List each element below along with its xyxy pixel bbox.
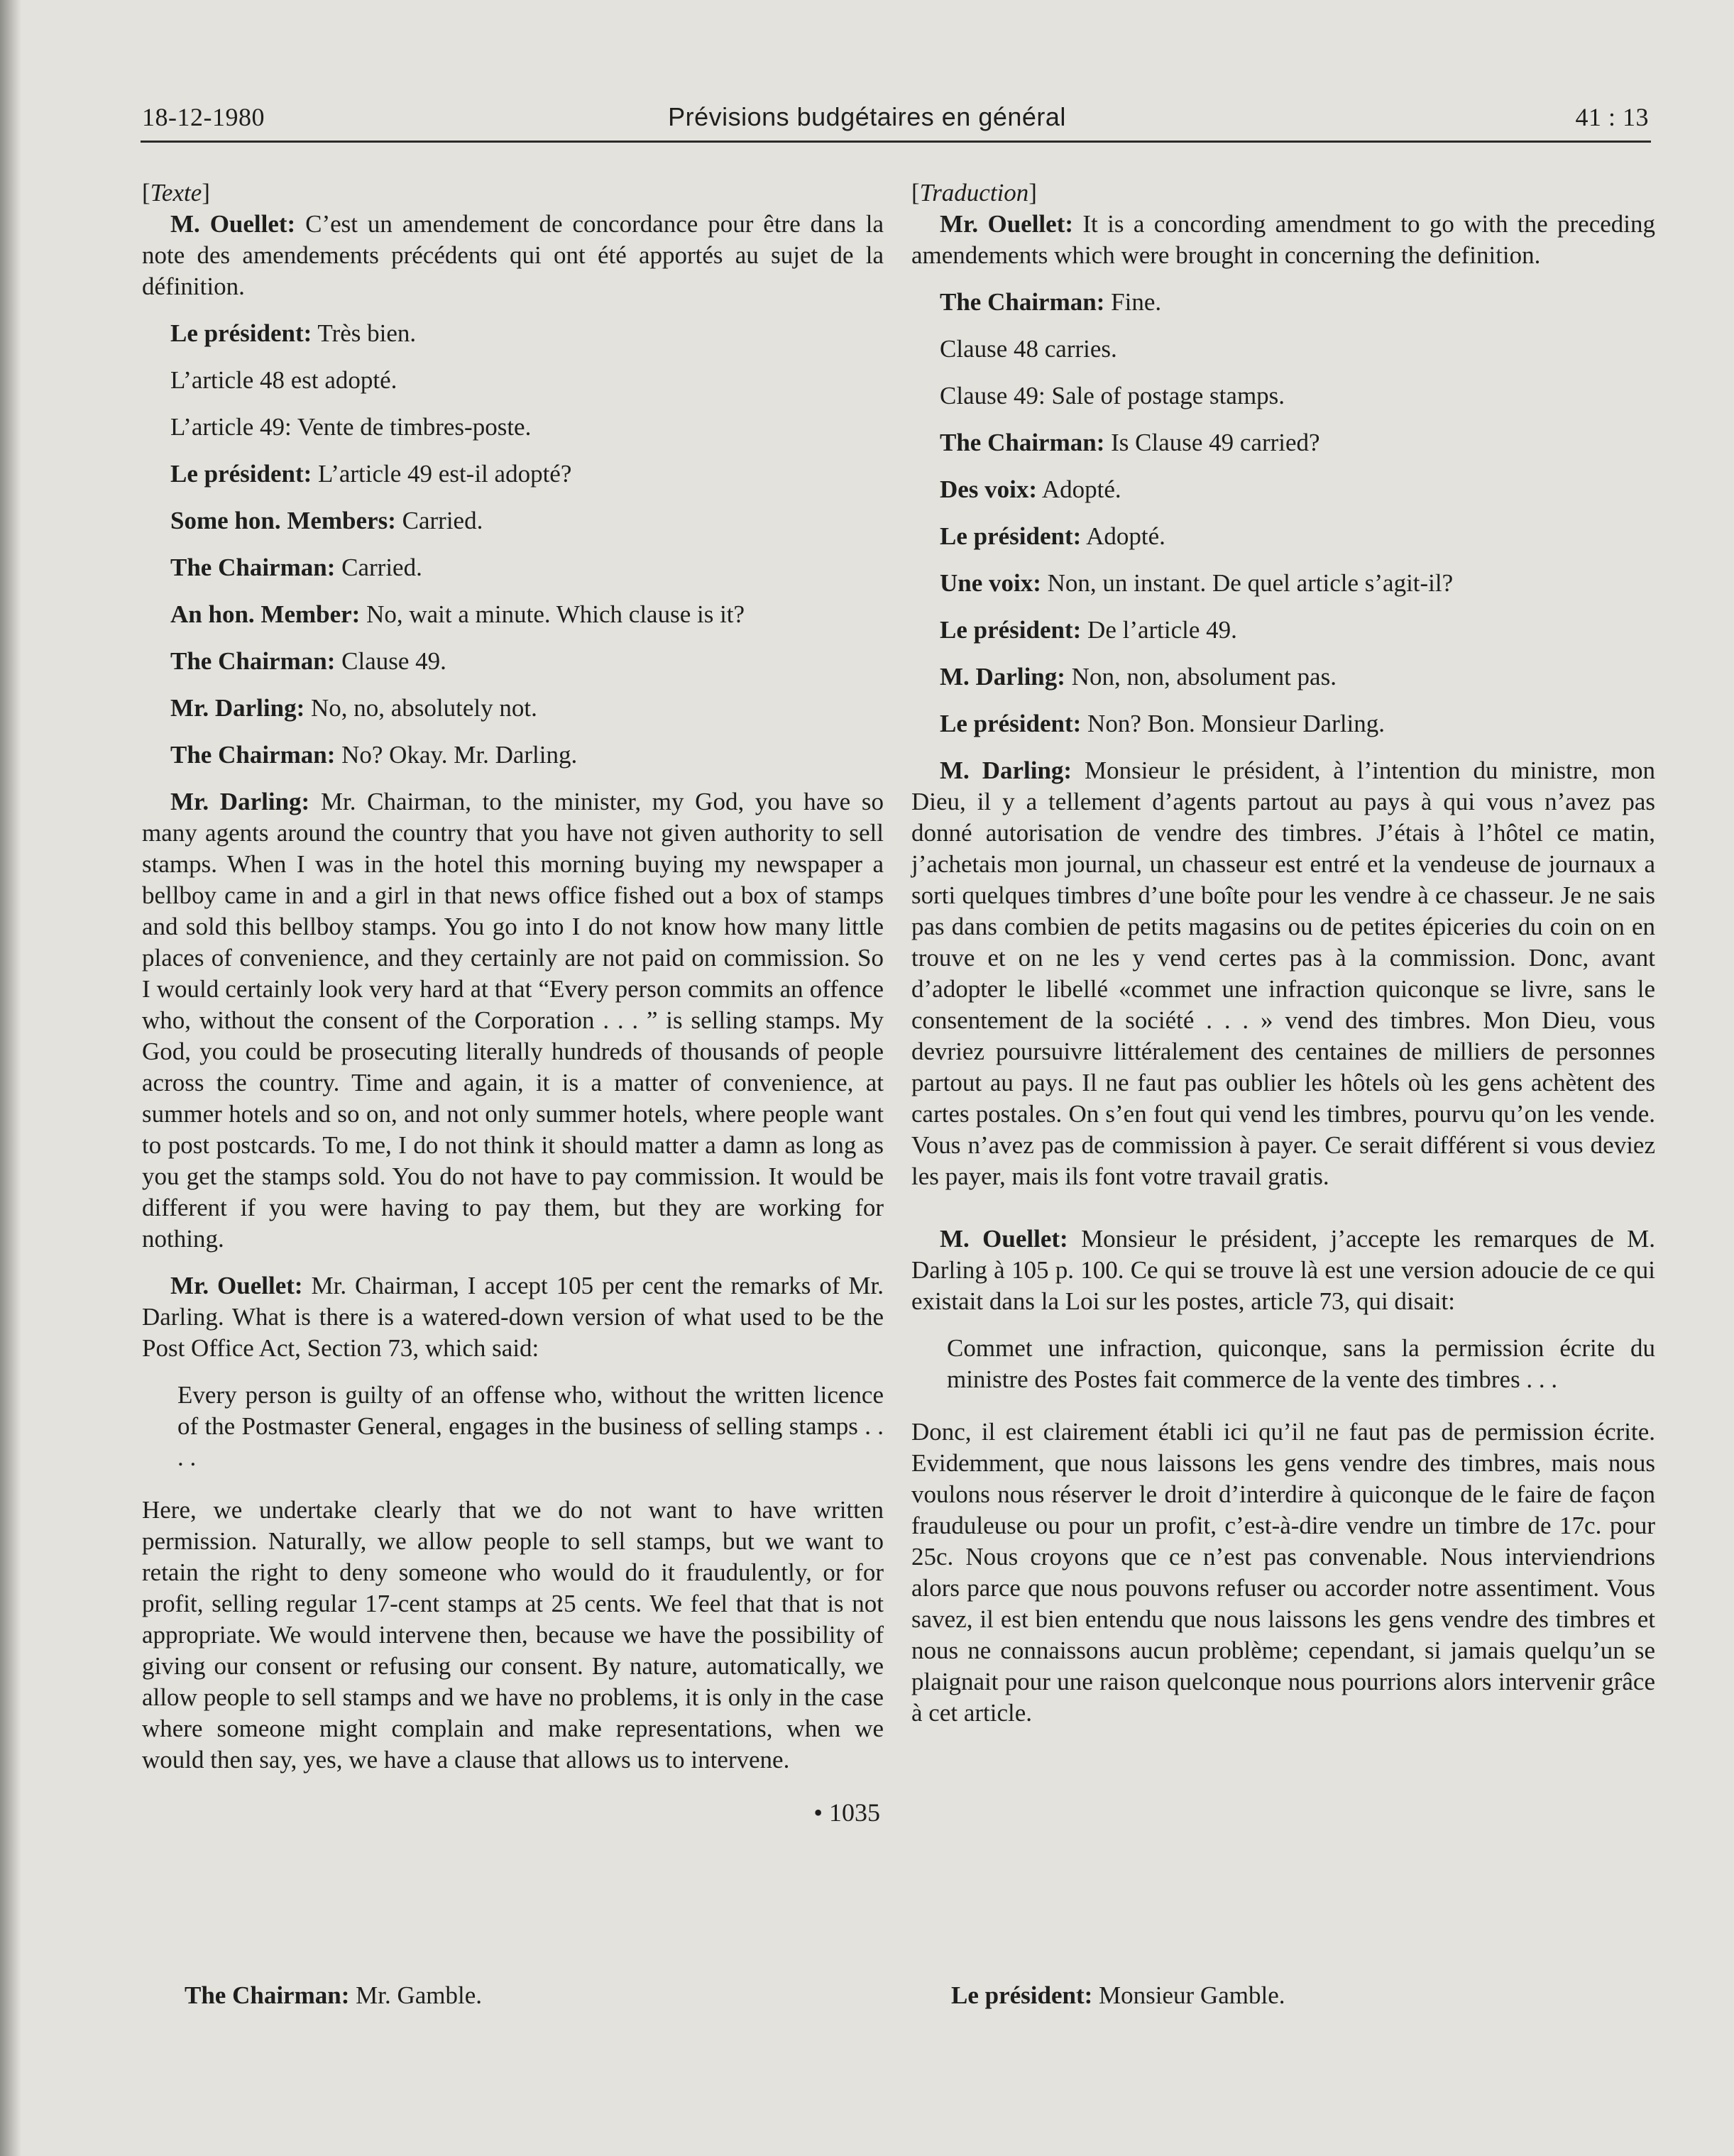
right-paragraph: [911, 661, 1655, 693]
right-paragraph: [911, 380, 1655, 412]
right-column-tag-label: Traduction: [919, 179, 1029, 207]
left-text: Mr. Chairman, to the minister, my God, you have so many agents around the country that you have not given authority to sell stamps. When I was in the hotel this morning buying my newspaper a bellboy came in and a girl in that news office fished out a box of stamps and sold this bellboy stamps. You go into I do not know how many little places of convenience, and they certainly are not paid on commission. So I would certainly look very hard at that “Every person commits an offence who, without the consent of the Corporation . . . ” is selling stamps. My God, you could be prosecuting literally hundreds of thousands of people across the country. Time and again, it is a matter of convenience, at summer hotels and so on, and not only summer hotels, where people want to post postcards. To me, I do not think it should matter a damn as long as you get the stamps sold. You do not have to pay commission. It would be different if you were having to pay them, but they are working for nothing.: [142, 788, 884, 1253]
left-paragraph: [142, 505, 884, 537]
left-text: L’article 49: Vente de timbres-poste.: [170, 413, 532, 441]
right-text: Non, non, absolument pas.: [1065, 663, 1337, 691]
left-speaker: Mr. Darling:: [170, 788, 310, 815]
header-date: 18-12-1980: [142, 103, 265, 131]
left-text: No, wait a minute. Which clause is it?: [360, 600, 745, 628]
header-page-number: 41 : 13: [1575, 103, 1649, 131]
left-paragraph: [142, 646, 884, 677]
right-text: Clause 48 carries.: [940, 335, 1117, 363]
left-column: [142, 177, 884, 1844]
left-paragraph: [142, 599, 884, 630]
right-paragraph: [911, 287, 1655, 318]
right-speaker: Le président:: [940, 710, 1082, 737]
right-column-tag: [Traduction]: [911, 179, 1037, 207]
right-paragraph: [911, 521, 1655, 552]
left-paragraph: [142, 693, 884, 724]
right-paragraph: [911, 568, 1655, 599]
right-speaker: Le président:: [940, 616, 1082, 644]
left-text: No? Okay. Mr. Darling.: [335, 741, 578, 769]
left-text: Carried.: [335, 554, 422, 581]
left-paragraph: [142, 552, 884, 583]
right-paragraph: [911, 209, 1655, 271]
left-speaker: Le président:: [170, 319, 312, 347]
page-header: [0, 102, 1734, 145]
left-column-tag: [Texte]: [142, 179, 210, 207]
left-speaker: An hon. Member:: [170, 600, 361, 628]
left-text: C’est un amendement de concordance pour être dans la note des amendements précédents qui ont été apportés au sujet de la définition.: [142, 210, 884, 300]
left-text: Carried.: [395, 507, 483, 534]
right-continuation: Donc, il est clairement établi ici qu’il ne faut pas de permission écrite. Evidemment, que nous laissons les gens vendre des timbres, mais nous voulons nous réserver le droit d’interdire à quiconque de le faire de façon frauduleuse ou pour un profit, c’est-à-dire vendre un timbre de 17c. pour 25c. Nous croyons que ce n’est pas convenable. Nous interviendrions alors parce que nous pouvons refuser ou accorder notre assentiment. Vous savez, il est bien entendu que nous laissons les gens vendre des timbres et nous ne connaissons aucun problème; cependant, si jamais quelqu’un se plaignait pour une raison quelconque nous pourrions alors intervenir grâce à cet article.: [911, 1418, 1655, 1727]
right-quotation: Commet une infraction, quiconque, sans la permission écrite du ministre des Postes fait commerce de la vente des timbres . . .: [947, 1334, 1655, 1393]
left-last-line: [185, 1980, 482, 2011]
left-text: Mr. Chairman, I accept 105 per cent the remarks of Mr. Darling. What is there is a watered-down version of what used to be the Post Office Act, Section 73, which said:: [142, 1272, 884, 1362]
right-text: Adopté.: [1037, 475, 1121, 503]
right-speaker: Le président:: [940, 522, 1082, 550]
right-paragraph: [911, 755, 1655, 1192]
right-speaker: Le président:: [951, 1981, 1093, 2009]
left-speaker: Mr. Ouellet:: [170, 1272, 303, 1299]
left-paragraph: [142, 318, 884, 349]
right-text: Non? Bon. Monsieur Darling.: [1081, 710, 1385, 737]
left-speaker: The Chairman:: [170, 647, 336, 675]
right-paragraph: [911, 615, 1655, 646]
left-speaker: Some hon. Members:: [170, 507, 396, 534]
right-speaker: M. Darling:: [940, 663, 1065, 691]
right-column: [911, 177, 1655, 1744]
left-text: Très bien.: [312, 319, 417, 347]
right-speaker: The Chairman:: [940, 429, 1105, 456]
left-paragraph: [142, 786, 884, 1255]
right-text: Monsieur Gamble.: [1092, 1981, 1285, 2009]
left-paragraph: [142, 739, 884, 771]
right-text: Is Clause 49 carried?: [1104, 429, 1320, 456]
left-speaker: The Chairman:: [170, 554, 336, 581]
right-speaker: M. Ouellet:: [940, 1225, 1068, 1253]
right-text: Monsieur le président, à l’intention du ministre, mon Dieu, il y a tellement d’agents partout au pays à qui vous n’avez pas donné autorisation de vendre des timbres. J’étais à l’hôtel ce matin, j’achetais mon journal, un chasseur est entré et la vendeuse de journaux a sorti quelques timbres d’une boîte pour les vendre à ce chasseur. Je ne sais pas dans combien de petits magasins ou de petites épiceries du coin on en trouve et on ne les y vend certes pas à la commission. Donc, avant d’adopter le libellé «commet une infraction quiconque se livre, sans le consentement de la société . . . » vend des timbres. Mon Dieu, vous devriez poursuivre littéralement des centaines de milliers de personnes partout au pays. Il ne faut pas oublier les hôtels où les gens achètent des cartes postales. On s’en fout qui vend les timbres, pourvu qu’on les vende. Vous n’avez pas de commission à payer. Ce serait différent si vous deviez les payer, mais ils font votre travail gratis.: [911, 757, 1655, 1190]
right-paragraph: [911, 427, 1655, 458]
left-speaker: The Chairman:: [170, 741, 336, 769]
right-speaker: M. Darling:: [940, 757, 1072, 784]
right-paragraph: [911, 708, 1655, 739]
right-text: Fine.: [1104, 288, 1162, 316]
left-column-tag-label: Texte: [150, 179, 202, 207]
left-paragraph: [142, 209, 884, 302]
right-paragraph: [911, 334, 1655, 365]
left-quotation: Every person is guilty of an offense who, without the written licence of the Postmaster General, engages in the business of selling stamps . . . .: [177, 1381, 884, 1471]
left-paragraph: [142, 412, 884, 443]
left-text: No, no, absolutely not.: [304, 694, 537, 722]
right-speaker: Des voix:: [940, 475, 1038, 503]
right-text: Adopté.: [1081, 522, 1165, 550]
time-marker: • 1035: [813, 1798, 880, 1827]
right-last-line: [951, 1980, 1285, 2011]
header-title: Prévisions budgétaires en général: [668, 102, 1066, 131]
right-text: Non, un instant. De quel article s’agit-il?: [1041, 569, 1454, 597]
right-speaker: The Chairman:: [940, 288, 1105, 316]
left-paragraph: [142, 365, 884, 396]
right-text: Monsieur le président, j’accepte les remarques de M. Darling à 105 p. 100. Ce qui se trouve là est une version adoucie de ce qui existait dans la Loi sur les postes, article 73, qui disait:: [911, 1225, 1655, 1315]
page-edge-shadow: [0, 0, 21, 2156]
left-speaker: M. Ouellet:: [170, 210, 296, 238]
left-speaker: The Chairman:: [185, 1981, 350, 2009]
left-speaker: Mr. Darling:: [170, 694, 305, 722]
left-text: L’article 48 est adopté.: [170, 366, 397, 394]
right-speaker: Une voix:: [940, 569, 1041, 597]
right-paragraph: [911, 474, 1655, 505]
left-text: Mr. Gamble.: [349, 1981, 483, 2009]
right-text: Clause 49: Sale of postage stamps.: [940, 382, 1285, 409]
header-rule: [141, 141, 1651, 143]
right-text: It is a concording amendment to go with the preceding amendements which were brought in concerning the definition.: [911, 210, 1655, 269]
left-text: Clause 49.: [335, 647, 446, 675]
right-paragraph: [911, 1223, 1655, 1317]
right-speaker: Mr. Ouellet:: [940, 210, 1074, 238]
left-speaker: Le président:: [170, 460, 312, 488]
left-paragraph: [142, 458, 884, 490]
left-text: L’article 49 est-il adopté?: [312, 460, 572, 488]
left-paragraph: [142, 1270, 884, 1364]
right-text: De l’article 49.: [1081, 616, 1237, 644]
left-continuation: Here, we undertake clearly that we do not want to have written permission. Naturally, we allow people to sell stamps, but we want to retain the right to deny someone who would do it fraudulently, or for profit, selling regular 17-cent stamps at 25 cents. We feel that that is not appropriate. We would intervene then, because we have the possibility of giving our consent or refusing our consent. By nature, automatically, we allow people to sell stamps and we have no problems, it is only in the case where someone might complain and make representations, when we would then say, yes, we have a clause that allows us to intervene.: [142, 1496, 884, 1773]
